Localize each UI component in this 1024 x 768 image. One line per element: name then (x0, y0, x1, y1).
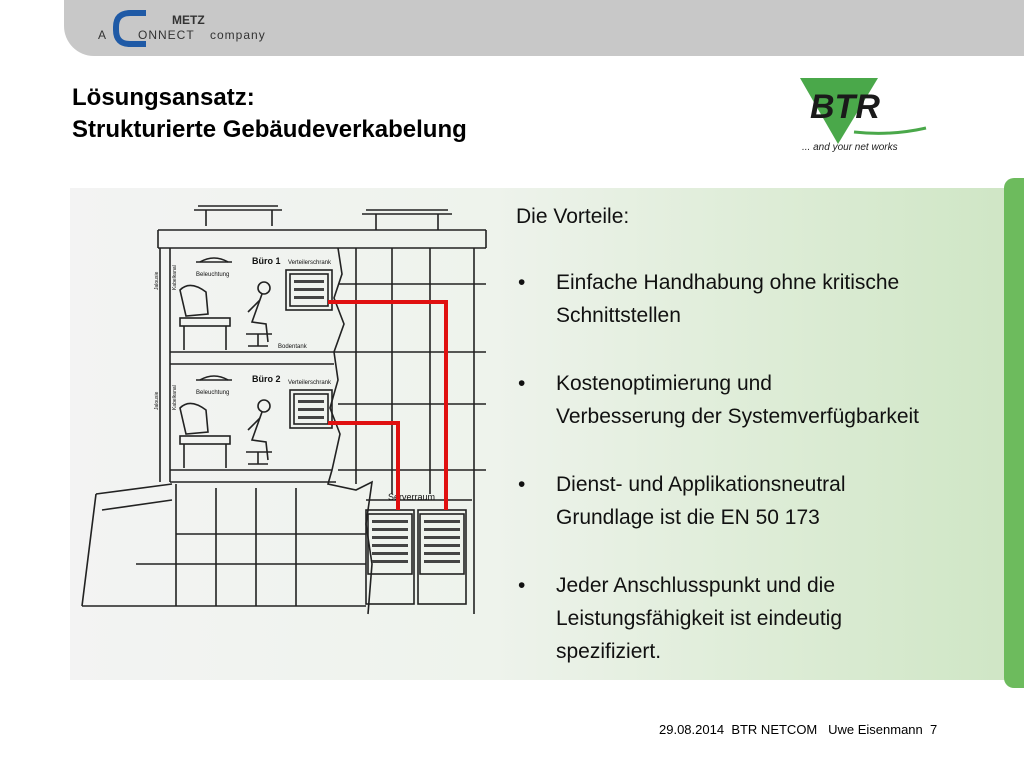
page-number: 7 (930, 722, 938, 737)
logo-connect: ONNECT (138, 28, 195, 42)
title-line-2: Strukturierte Gebäudeverkabelung (72, 116, 467, 143)
footer-org: BTR NETCOM (731, 722, 818, 737)
btr-tagline: ... and your net works (802, 142, 898, 153)
bullet-item (516, 468, 1006, 534)
advantages-list (516, 200, 1006, 703)
bullet-symbol: • (518, 574, 526, 597)
label-bodentank: Bodentank (278, 344, 307, 350)
bullet-symbol: • (518, 473, 526, 496)
footer-date: 29.08.2014 (659, 722, 725, 737)
bullet-line: Jeder Anschlusspunkt und die (556, 574, 836, 597)
bullet-line: Grundlage ist die EN 50 173 (556, 506, 820, 529)
label-verteilerschrank-2: Verteilerschrank (288, 380, 332, 386)
label-serverraum: Serverraum (388, 492, 436, 502)
footer (659, 722, 937, 737)
label-kabelkanal-2: Kabelkanal (172, 385, 178, 410)
bullet-line: Dienst- und Applikationsneutral (556, 473, 846, 496)
page-title (72, 82, 467, 146)
bullet-line: Einfache Handhabung ohne kritische (556, 271, 900, 294)
metz-connect-logo (96, 6, 296, 50)
logo-company: company (210, 28, 266, 42)
bullet-symbol: • (518, 271, 526, 294)
bullet-line: Schnittstellen (556, 304, 681, 327)
bullet-line: spezifiziert. (556, 640, 662, 663)
building-cabling-diagram (76, 194, 496, 618)
label-buero-1: Büro 1 (252, 256, 281, 266)
label-beleuchtung-2: Beleuchtung (196, 390, 230, 396)
label-jalousie-1: Jalousie (154, 271, 160, 290)
title-line-1: Lösungsansatz: (72, 84, 255, 111)
advantages-heading: Die Vorteile: (516, 205, 630, 228)
bullet-symbol: • (518, 372, 526, 395)
label-beleuchtung-1: Beleuchtung (196, 272, 230, 278)
label-buero-2: Büro 2 (252, 374, 281, 384)
logo-prefix: A (98, 28, 107, 42)
bullet-item (516, 367, 1006, 433)
bullet-line: Kostenoptimierung und (556, 372, 772, 395)
label-jalousie-2: Jalousie (154, 391, 160, 410)
label-verteilerschrank-1: Verteilerschrank (288, 260, 332, 266)
btr-wordmark: BTR (810, 88, 880, 126)
label-kabelkanal-1: Kabelkanal (172, 265, 178, 290)
logo-metz: METZ (172, 13, 205, 27)
btr-logo (796, 74, 932, 156)
green-side-tab (1004, 178, 1024, 688)
bullet-line: Leistungsfähigkeit ist eindeutig (556, 607, 843, 630)
cable-buero-1 (328, 302, 446, 510)
bullet-item (516, 266, 1006, 332)
bullet-item (516, 569, 1006, 668)
footer-author: Uwe Eisenmann (828, 722, 923, 737)
bullet-line: Verbesserung der Systemverfügbarkeit (556, 405, 920, 428)
